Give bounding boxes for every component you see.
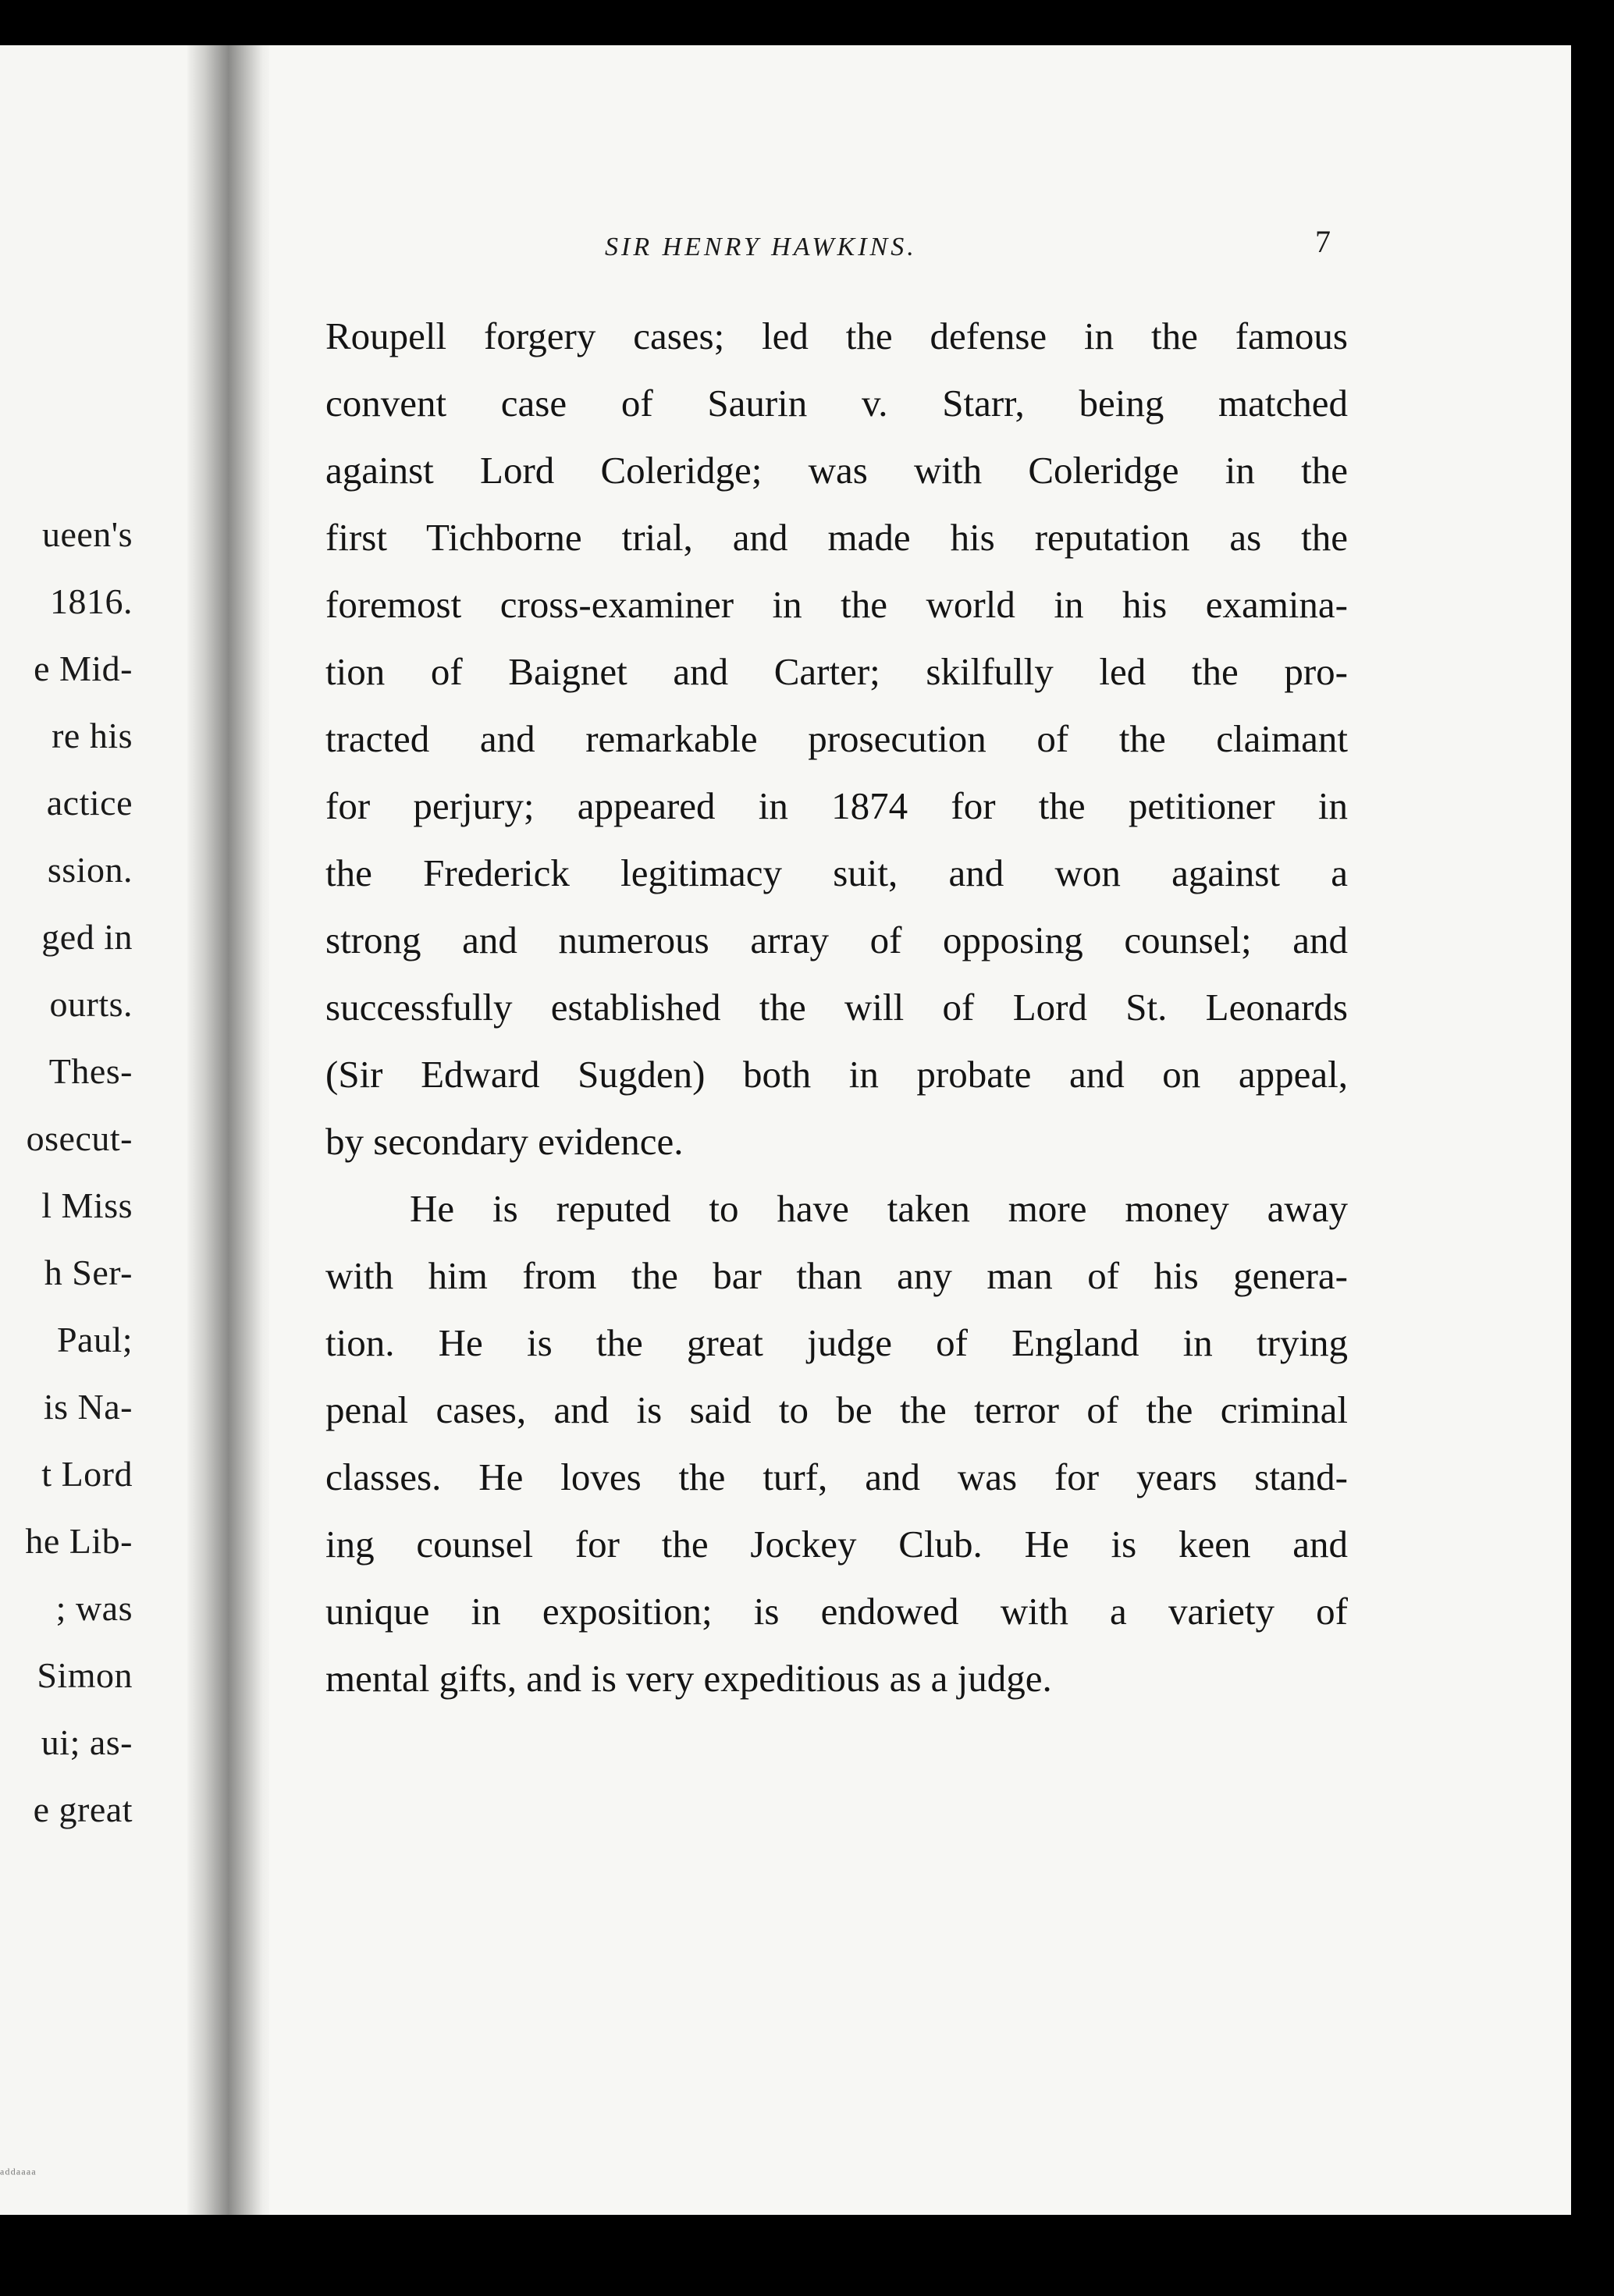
previous-page-line: ssion.	[47, 850, 133, 890]
paragraph-1-line: by secondary evidence.	[325, 1120, 684, 1163]
previous-page-line: ourts.	[49, 984, 133, 1024]
previous-page-line: Simon	[37, 1655, 133, 1695]
paragraph-2-line: He is reputed to have taken more money away	[410, 1187, 1348, 1230]
previous-page-line: Thes-	[48, 1051, 133, 1091]
previous-page-line: is Na-	[43, 1387, 133, 1427]
paragraph-1-line: strong and numerous array of opposing counsel; and	[325, 919, 1348, 961]
paragraph-2-line: penal cases, and is said to be the terror of the criminal	[325, 1388, 1348, 1431]
previous-page-line: l Miss	[41, 1185, 133, 1225]
previous-page-line: h Ser-	[44, 1253, 133, 1292]
paragraph-1-line: against Lord Coleridge; was with Coleridge in the	[325, 449, 1348, 492]
paragraph-2-line: tion. He is the great judge of England in trying	[325, 1321, 1348, 1364]
paragraph-1-line: Roupell forgery cases; led the defense in the famous	[325, 315, 1348, 357]
paragraph-1-line: (Sir Edward Sugden) both in probate and on appeal,	[325, 1053, 1348, 1096]
book-gutter-shadow	[187, 45, 273, 2215]
paragraph-2-line: mental gifts, and is very expeditious as a judge.	[325, 1657, 1052, 1700]
paragraph-1-line: tracted and remarkable prosecution of the claimant	[325, 717, 1348, 760]
previous-page-line: e great	[33, 1790, 133, 1829]
paragraph-2-line: unique in exposition; is endowed with a variety of	[325, 1590, 1348, 1633]
paragraph-1-line: foremost cross-examiner in the world in his examina-	[325, 583, 1348, 626]
paragraph-1-line: convent case of Saurin v. Starr, being matched	[325, 382, 1348, 425]
paragraph-1-line: the Frederick legitimacy suit, and won against a	[325, 851, 1348, 894]
paragraph-2-line: ing counsel for the Jockey Club. He is keen and	[325, 1523, 1348, 1566]
previous-page-line: ged in	[41, 917, 133, 957]
previous-page-line: ueen's	[41, 514, 133, 554]
previous-page-line: he Lib-	[25, 1521, 133, 1561]
previous-page-line: e Mid-	[34, 649, 133, 688]
paragraph-2-line: classes. He loves the turf, and was for years stand-	[325, 1455, 1348, 1498]
previous-page-line: 1816.	[50, 581, 133, 621]
paragraph-2-line: with him from the bar than any man of his genera-	[325, 1254, 1348, 1297]
previous-page-line: Paul;	[56, 1320, 133, 1359]
previous-page-line: re his	[52, 716, 133, 755]
paragraph-1-line: successfully established the will of Lord St. Leonards	[325, 986, 1348, 1029]
paragraph-1-line: for perjury; appeared in 1874 for the petitioner in	[325, 784, 1348, 827]
previous-page-line: t Lord	[41, 1454, 133, 1494]
current-page	[269, 45, 1571, 2215]
paragraph-1-line: tion of Baignet and Carter; skilfully led the pro-	[325, 650, 1348, 693]
page-number: 7	[1315, 224, 1331, 259]
previous-page-line: ; was	[55, 1588, 133, 1628]
previous-page-footer-mark: ᵃᵈᵈᵃᵃᵃᵃ	[0, 2166, 37, 2183]
paragraph-1-line: first Tichborne trial, and made his reputation as the	[325, 516, 1348, 559]
previous-page-line: actice	[46, 783, 133, 823]
previous-page-line: osecut-	[26, 1118, 133, 1158]
previous-page-line: ui; as-	[41, 1722, 133, 1762]
running-head: SIR HENRY HAWKINS.	[605, 233, 917, 261]
